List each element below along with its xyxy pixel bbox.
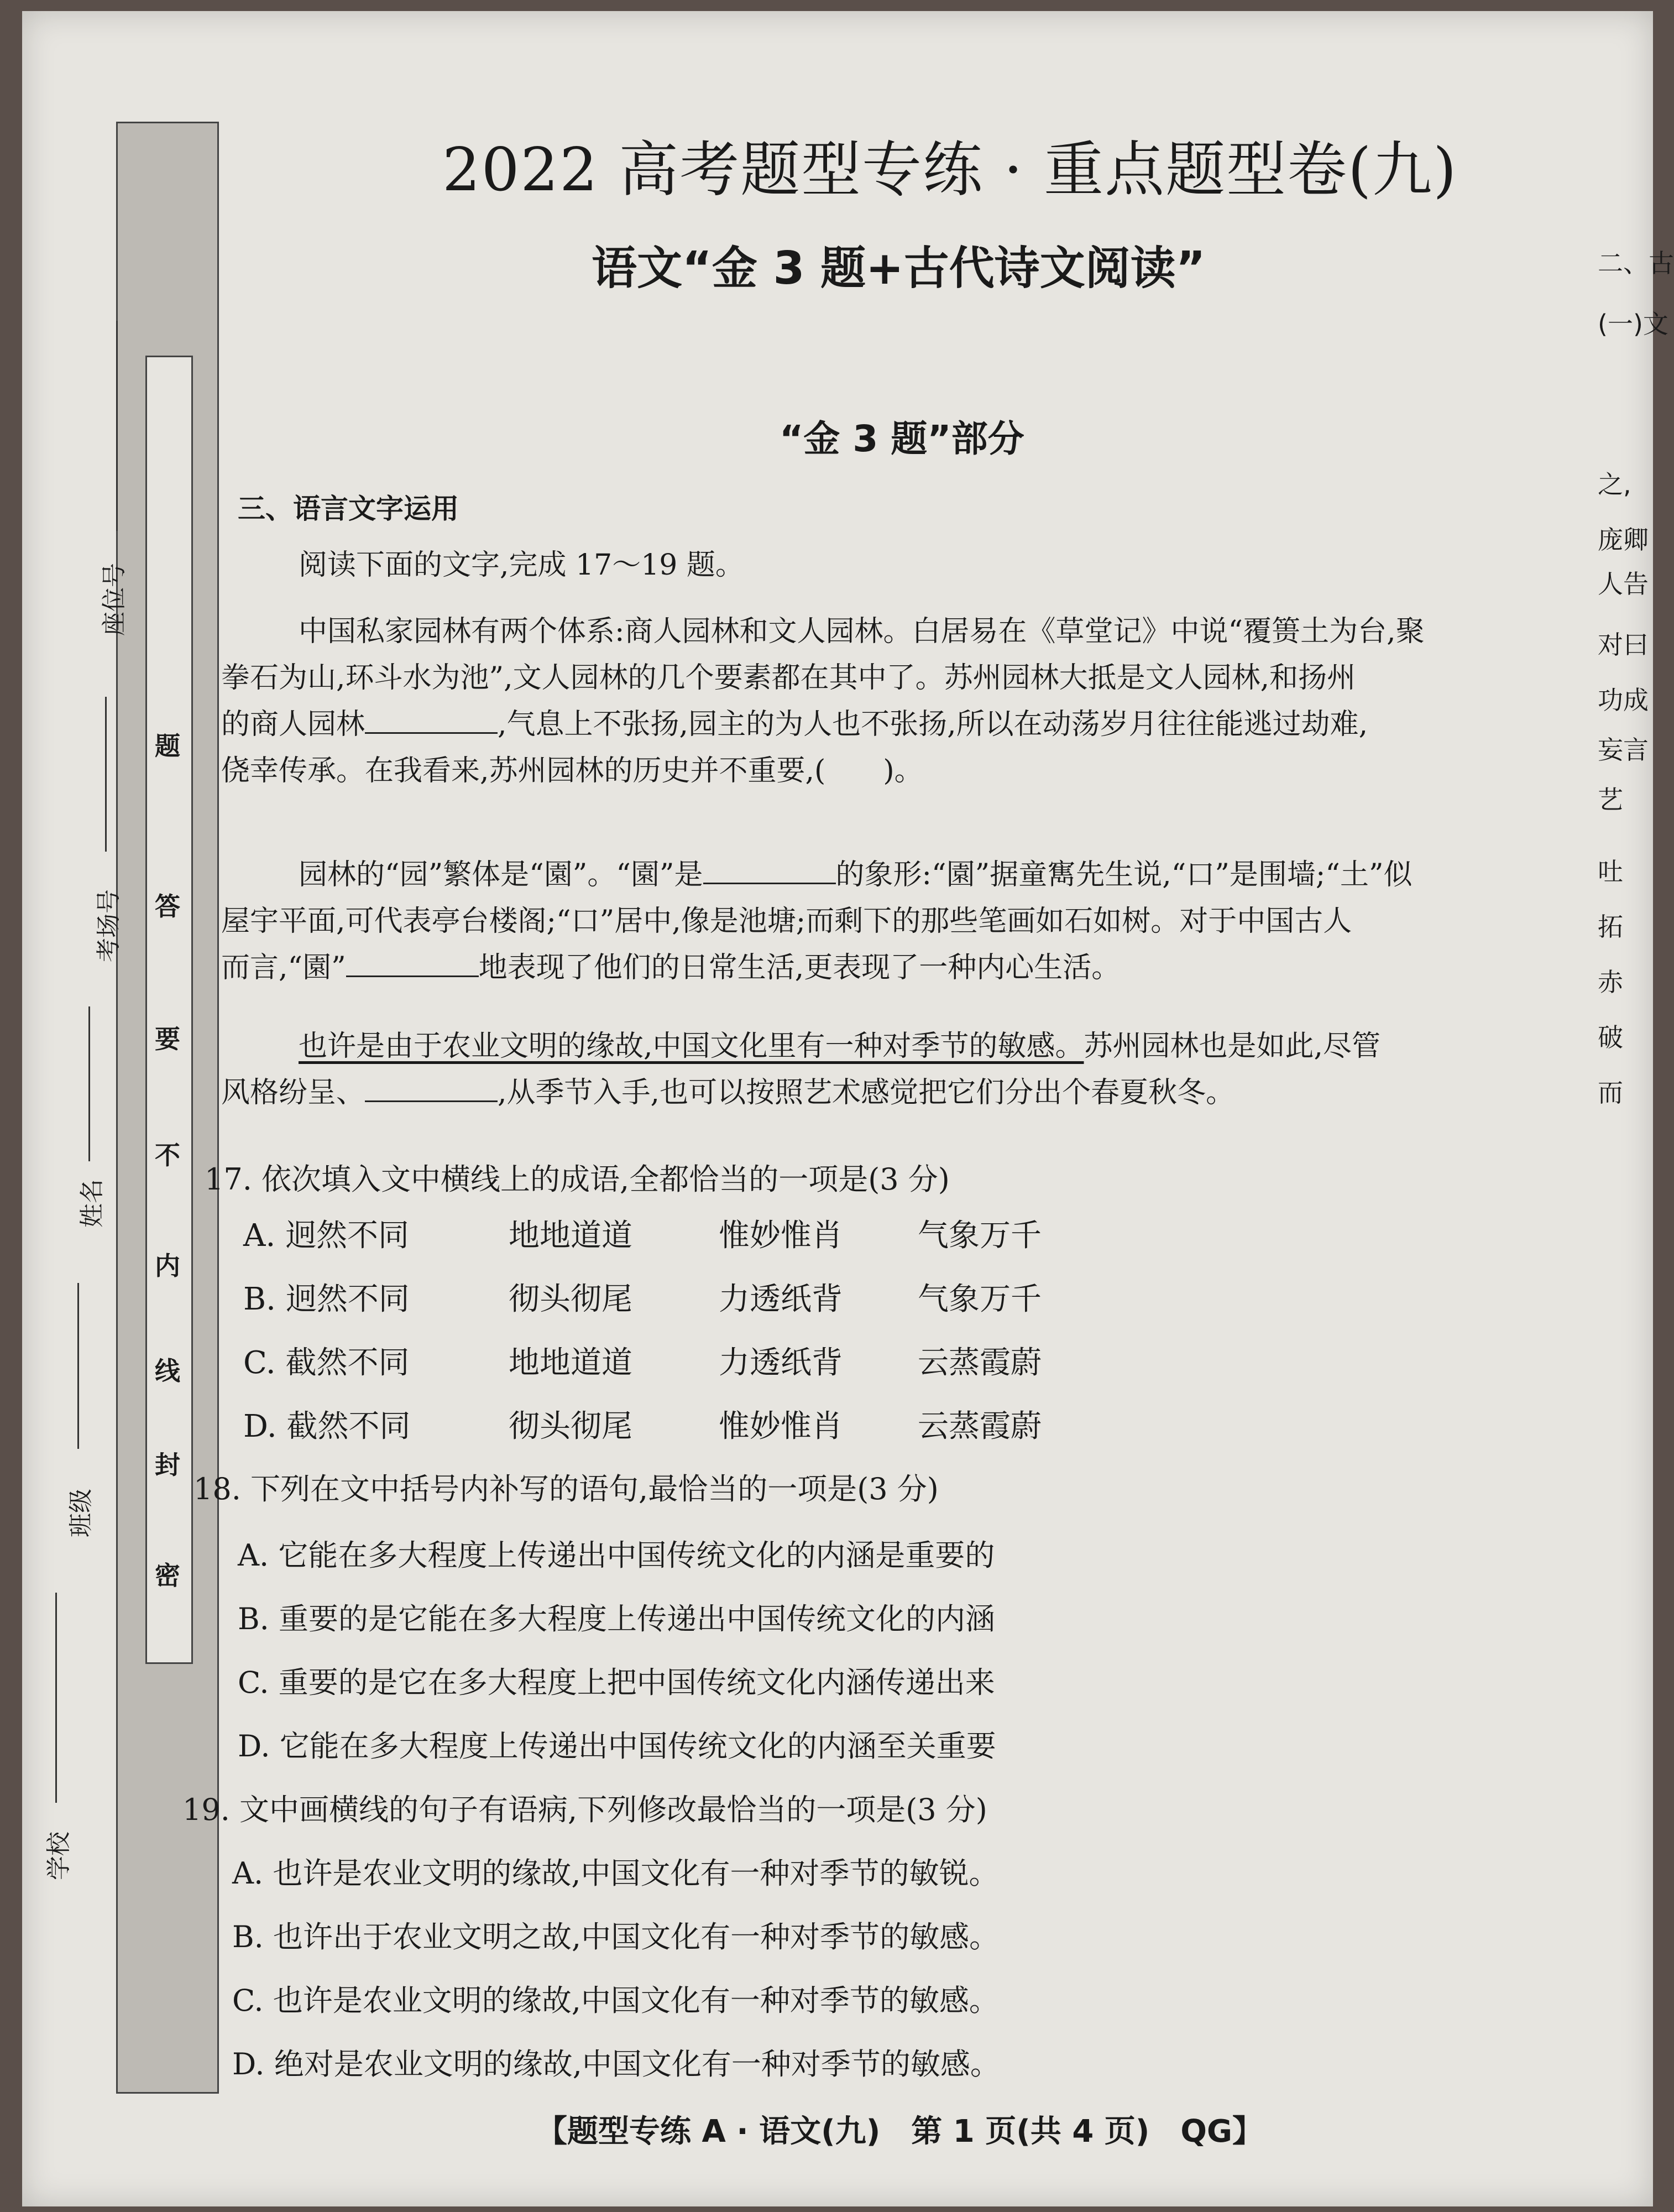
- seal-char: 答: [155, 891, 180, 921]
- school-field[interactable]: [55, 1593, 57, 1803]
- exam-subtitle: 语文“金 3 题+古代诗文阅读”: [592, 242, 1206, 295]
- q18-option-c[interactable]: C. 重要的是它在多大程度上把中国传统文化内涵传递出来: [238, 1665, 995, 1700]
- seal-char: 线: [155, 1356, 180, 1386]
- q18-option-a[interactable]: A. 它能在多大程度上传递出中国传统文化的内涵是重要的: [238, 1538, 995, 1573]
- blank-1[interactable]: [365, 710, 498, 734]
- exam-title: 2022 高考题型专练 · 重点题型卷(九): [442, 135, 1458, 205]
- edge-text: 妄言: [1598, 735, 1649, 765]
- exam-page: 题 答 要 不 内 线 封 密 座位号 考场号 姓名 班级 学校 2022 高考题型专练 · 重点题型卷(九) 语文“金 3 题+古代诗文阅读” “金 3 题”部分 三、语言文字运用 阅读下面的文字,完成 17～19 题。 中国私家园林有两个体系:商人园林和文人园林。白居易在《草堂记》中说“覆篑土为台,聚 拳石为山,环斗水为池”,文人园林的几个要素都在其中了。苏州园林大抵是文人园林,和扬州 的商人园林 ,气息上不张扬,园主的为人也不张扬,所以在动荡岁月往往能逃过劫难, 侥幸传承。在我看来,苏州园林的历史并不重要,( )。 园林的“园”繁体是“園”。“園”是 的象形:“園”据童寯先生说,“口”是围墙;“土”似 屋宇平面,可代表亭台楼阁;“口”居中,像是池塘;而剩下的那些笔画如石如树。对于中国古人 而言,“園” 地表现了他们的日常生活,更表现了一种内心生活。 也许是由于农业文明的缘故,中国文化里有一种对季节的敏感。苏州园林也是如此,尽管 风格纷呈、 ,从季节入手,也可以按照艺术感觉把它们分出个春夏秋冬。 17. 依次填入文中横线上的成语,全都恰当的一项是(3 分) A. 迥然不同 地地道道 惟妙惟肖 气象万千 B. 迥然不同 彻头彻尾 力透纸背 气象万千 C. 截然不同 地地道道 力透纸背 云蒸霞蔚 D. 截然不同 彻头彻尾 惟妙惟肖 云蒸霞蔚 18. 下列在文中括号内补写的语句,最恰当的一项是(3 分) A. 它能在多大程度上传递出中国传统文化的内涵是重要的 B. 重要的是它能在多大程度上传递出中国传统文化的内涵 C. 重要的是它在多大程度上把中国传统文化内涵传递出来 D. 它能在多大程度上传递出中国传统文化的内涵至关重要 19. 文中画横线的句子有语病,下列修改最恰当的一项是(3 分) A. 也许是农业文明的缘故,中国文化有一种对季节的敏锐。 B. 也许出于农业文明之故,中国文化有一种对季节的敏感。 C. 也许是农业文明的缘故,中国文化有一种对季节的敏感。 D. 绝对是农业文明的缘故,中国文化有一种对季节的敏感。 【题型专练 A · 语文(九) 第 1 页(共 4 页) QG】 二、古 (一)文 之, 庞卿 人告 对曰 功成 妄言 艺 吐 拓 赤 破 而: [22, 11, 1653, 2206]
- edge-text: 人告: [1598, 569, 1649, 599]
- part-title: “金 3 题”部分: [780, 418, 1024, 460]
- edge-text: 赤: [1598, 967, 1623, 997]
- class-label: 班级: [67, 1489, 95, 1537]
- edge-text: 二、古: [1598, 248, 1674, 278]
- blank-4[interactable]: [365, 1078, 498, 1102]
- edge-text: 拓: [1598, 912, 1623, 942]
- blank-2[interactable]: [703, 860, 836, 884]
- name-label: 姓名: [78, 1179, 106, 1228]
- seal-char: 不: [155, 1140, 180, 1170]
- class-field[interactable]: [77, 1283, 79, 1449]
- edge-text: 艺: [1598, 785, 1623, 815]
- passage-paragraph-3: 也许是由于农业文明的缘故,中国文化里有一种对季节的敏感。苏州园林也是如此,尽管 风格纷呈、 ,从季节入手,也可以按照艺术感觉把它们分出个春夏秋冬。: [221, 1030, 1381, 1109]
- edge-text: 对曰: [1598, 630, 1649, 660]
- seal-char: 封: [155, 1450, 180, 1480]
- edge-text: 而: [1598, 1078, 1623, 1108]
- q19-option-d[interactable]: D. 绝对是农业文明的缘故,中国文化有一种对季节的敏感。: [232, 2047, 1000, 2081]
- seal-char: 题: [155, 731, 180, 761]
- exam-room-label: 考场号: [95, 889, 123, 962]
- passage-paragraph-2: 园林的“园”繁体是“園”。“園”是 的象形:“園”据童寯先生说,“口”是围墙;“土”似 屋宇平面,可代表亭台楼阁;“口”居中,像是池塘;而剩下的那些笔画如石如树。对于中国古人 而言,“園” 地表现了他们的日常生活,更表现了一种内心生活。: [221, 858, 1413, 984]
- edge-text: 破: [1598, 1022, 1623, 1052]
- seal-char: 密: [155, 1561, 180, 1590]
- seat-number-field[interactable]: [116, 321, 118, 531]
- q18-option-b[interactable]: B. 重要的是它能在多大程度上传递出中国传统文化的内涵: [238, 1601, 996, 1636]
- school-label: 学校: [45, 1832, 73, 1880]
- seal-char: 内: [155, 1251, 180, 1281]
- name-field[interactable]: [88, 1006, 90, 1161]
- edge-text: 庞卿: [1598, 525, 1649, 555]
- passage-paragraph-1: 中国私家园林有两个体系:商人园林和文人园林。白居易在《草堂记》中说“覆篑土为台,聚 拳石为山,环斗水为池”,文人园林的几个要素都在其中了。苏州园林大抵是文人园林,和扬州 的商人园林 ,气息上不张扬,园主的为人也不张扬,所以在动荡岁月往往能逃过劫难, 侥幸传承。在我看来,苏州园林的历史并不重要,( )。: [221, 615, 1425, 787]
- exam-room-field[interactable]: [105, 697, 107, 852]
- q19-option-c[interactable]: C. 也许是农业文明的缘故,中国文化有一种对季节的敏感。: [232, 1983, 999, 2018]
- instruction: 阅读下面的文字,完成 17～19 题。: [299, 549, 744, 582]
- edge-text: 之,: [1598, 469, 1631, 499]
- edge-text: (一)文: [1598, 309, 1668, 339]
- page-footer: 【题型专练 A · 语文(九) 第 1 页(共 4 页) QG】: [536, 2114, 1263, 2150]
- seat-number-label: 座位号: [100, 563, 128, 636]
- blank-3[interactable]: [346, 953, 479, 977]
- q19-option-a[interactable]: A. 也许是农业文明的缘故,中国文化有一种对季节的敏锐。: [232, 1856, 999, 1891]
- section-heading: 三、语言文字运用: [238, 493, 459, 525]
- seal-char: 要: [155, 1024, 180, 1054]
- question-18: 18. 下列在文中括号内补写的语句,最恰当的一项是(3 分): [193, 1472, 939, 1506]
- edge-text: 吐: [1598, 857, 1623, 886]
- edge-text: 功成: [1598, 685, 1649, 715]
- q18-option-d[interactable]: D. 它能在多大程度上传递出中国传统文化的内涵至关重要: [238, 1729, 996, 1764]
- question-17: 17. 依次填入文中横线上的成语,全都恰当的一项是(3 分): [205, 1162, 950, 1197]
- q19-option-b[interactable]: B. 也许出于农业文明之故,中国文化有一种对季节的敏感。: [232, 1919, 1000, 1954]
- question-19: 19. 文中画横线的句子有语病,下列修改最恰当的一项是(3 分): [182, 1792, 987, 1827]
- underlined-sentence: 也许是由于农业文明的缘故,中国文化里有一种对季节的敏感。: [299, 1030, 1084, 1063]
